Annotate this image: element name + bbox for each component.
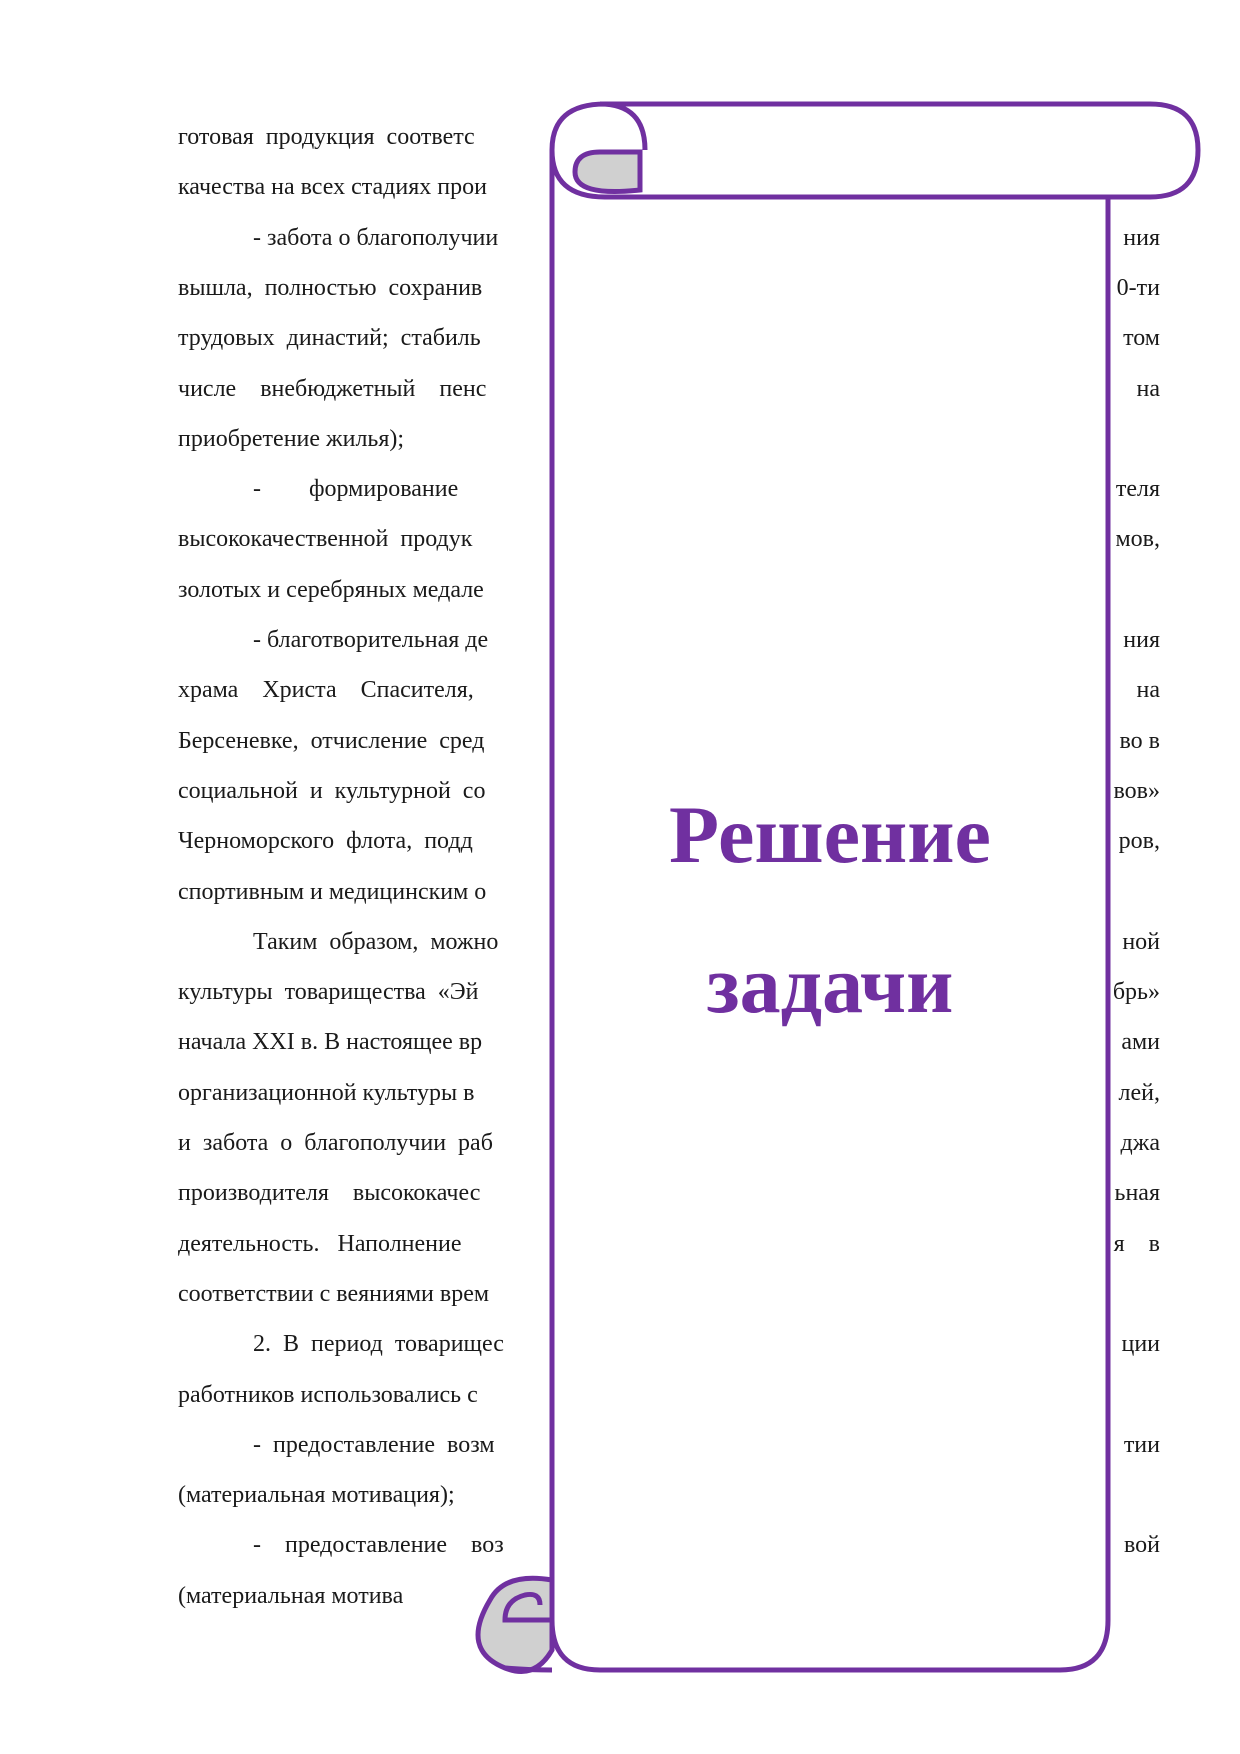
text-line-right: том [1123, 325, 1160, 351]
text-line-right: на [1136, 376, 1160, 402]
text-line-right: я в [1113, 1231, 1160, 1257]
text-line-left: (материальная мотивация); [178, 1482, 455, 1508]
text-line-right: ния [1123, 225, 1160, 251]
text-line-left: - забота о благополучии [253, 225, 499, 251]
text-line-right: во в [1119, 728, 1160, 754]
text-line-right: ния [1123, 627, 1160, 653]
text-line-left: трудовых династий; стабиль [178, 325, 481, 351]
text-line-left: деятельность. Наполнение [178, 1231, 462, 1257]
text-line-right: теля [1115, 476, 1160, 502]
text-line-right: 0-ти [1116, 275, 1160, 301]
scroll-title-line-2: задачи [706, 939, 954, 1030]
text-line-left: - предоставление воз [253, 1532, 504, 1558]
text-line-right: брь» [1112, 979, 1160, 1005]
text-line-left: высококачественной продук [178, 526, 473, 552]
text-line-left: - благотворительная де [253, 627, 489, 653]
text-line-left: начала XXI в. В настоящее вр [178, 1029, 483, 1055]
text-line-right: тии [1123, 1432, 1160, 1458]
text-line-left: (материальная мотива [178, 1583, 404, 1609]
text-line-left: социальной и культурной со [178, 778, 486, 804]
text-line-left: золотых и серебряных медале [178, 577, 484, 603]
text-line-left: Черноморского флота, подд [178, 828, 473, 854]
text-line-left: храма Христа Спасителя, [178, 677, 474, 703]
text-line-left: числе внебюджетный пенс [178, 376, 487, 402]
text-line-right: ьная [1114, 1180, 1160, 1206]
text-line-left: 2. В период товарищес [253, 1331, 504, 1357]
text-line-left: качества на всех стадиях прои [178, 174, 487, 200]
text-line-left: производителя высококачес [178, 1180, 481, 1206]
text-line-right: мов, [1115, 526, 1160, 552]
text-line-left: Таким образом, можно [253, 929, 499, 955]
text-line-left: работников использовались с [178, 1382, 478, 1408]
text-line-right: джа [1120, 1130, 1160, 1156]
text-line-right: ров, [1118, 828, 1160, 854]
scroll-top-curl [575, 152, 640, 192]
text-line-left: соответствии с веяниями врем [178, 1281, 490, 1307]
text-line-right: ции [1121, 1331, 1160, 1357]
scroll-bottom-edge [505, 1668, 552, 1670]
text-line-left: организационной культуры в [178, 1080, 475, 1106]
text-line-left: вышла, полностью сохранив [178, 275, 483, 301]
text-line-right: ами [1121, 1029, 1160, 1055]
text-line-right: на [1136, 677, 1160, 703]
scroll-top-roll [552, 104, 1198, 197]
text-line-left: - предоставление возм [253, 1432, 495, 1458]
scroll-bottom-curl [478, 1578, 552, 1671]
scroll-title [560, 760, 1100, 1060]
text-line-left: - формирование [253, 476, 459, 502]
text-line-right: лей, [1118, 1080, 1160, 1106]
text-line-left: спортивным и медицинским о [178, 879, 487, 905]
scroll-title-line-1: Решение [669, 789, 991, 880]
text-line-left: и забота о благополучии раб [178, 1130, 493, 1156]
text-line-right: вов» [1113, 778, 1160, 804]
text-line-left: Берсеневке, отчисление сред [178, 728, 485, 754]
text-line-right: вой [1123, 1532, 1160, 1558]
text-line-left: приобретение жилья); [178, 426, 405, 452]
text-line-right: ной [1122, 929, 1160, 955]
text-line-left: культуры товарищества «Эй [178, 979, 479, 1005]
text-line-left: готовая продукция соответс [178, 124, 475, 150]
